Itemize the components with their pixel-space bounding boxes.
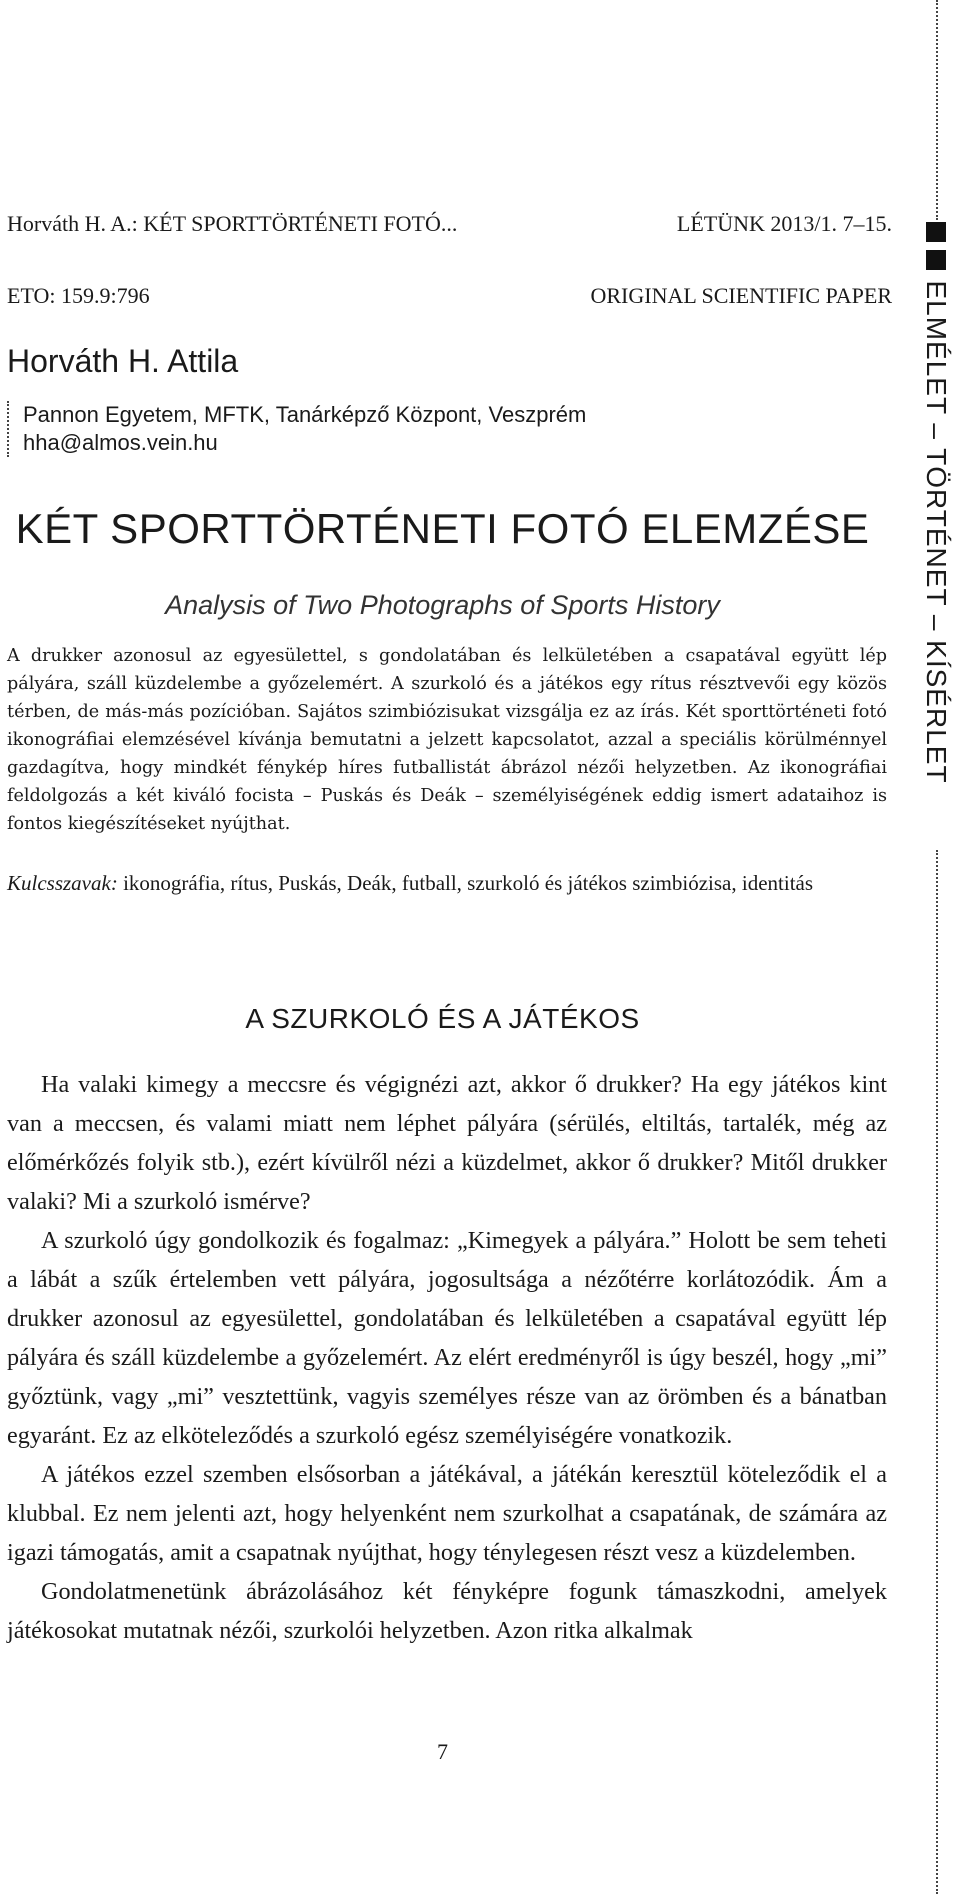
section-title: A SZURKOLÓ ÉS A JÁTÉKOS	[245, 1003, 640, 1034]
udc-code: ETO: 159.9:796	[7, 283, 150, 308]
side-banner-label: ELMÉLET – TÖRTÉNET – KÍSÉRLET	[921, 280, 952, 784]
classification-line	[7, 283, 892, 309]
side-square-marker	[926, 250, 946, 270]
page-number: 7	[437, 1739, 448, 1764]
article-subtitle: Analysis of Two Photographs of Sports History	[165, 590, 720, 620]
citation-right: LÉTÜNK 2013/1. 7–15.	[676, 211, 892, 236]
article-title: KÉT SPORTTÖRTÉNETI FOTÓ ELEMZÉSE	[15, 505, 870, 552]
paragraph: Ha valaki kimegy a meccsre és végignézi azt, akkor ő drukker? Ha egy játékos kint van a meccsen, és valami miatt nem léphet pályára (sérülés, eltiltás, tartalék, még az előmérkőzés folyik stb.), ezért kívülről nézi a küzdelmet, akkor ő drukker? Mitől drukker valaki? Mi a szurkoló ismérve?	[7, 1071, 887, 1215]
paragraph: A játékos ezzel szemben elsősorban a játékával, a játékán keresztül köteleződik el a klubbal. Ez nem jelenti azt, hogy helyenként nem szurkolhat a csapatának, de számára az igazi támogatás, amit a csapatnak nyújthat, hogy ténylegesen részt vesz a küzdelemben.	[7, 1461, 887, 1566]
citation-left: Horváth H. A.: KÉT SPORTTÖRTÉNETI FOTÓ...	[7, 211, 458, 236]
paper-type: ORIGINAL SCIENTIFIC PAPER	[590, 283, 892, 308]
paragraph: Gondolatmenetünk ábrázolásához két fényképre fogunk támaszkodni, amelyek játékosokat mutatnak nézői, szurkolói helyzetben. Azon ritka alkalmak	[7, 1578, 887, 1644]
body-text	[7, 1065, 887, 1650]
side-square-marker	[926, 222, 946, 242]
abstract: A drukker azonosul az egyesülettel, s gondolatában és lelkületében a csapatával együtt lép pályára, száll küzdelembe a győzelemért. A szurkoló és a játékos egy rítus résztvevői egy közös térben, de más-más pozícióban. Sajátos szimbiózisukat vizsgálja ez az írás. Két sporttörténeti fotó ikonográfiai elemzésével kívánja bemutatni a jelzett kapcsolatot, azzal a speciális körülménnyel gazdagítva, hogy mindkét fénykép híres futballistát ábrázol nézői helyzetben. Az ikonográfiai feldolgozás a két kiváló focista – Puskás és Deák – személyiségének eddig ismert adataihoz is fontos kiegészítéseket nyújthat.	[7, 646, 887, 834]
paragraph: A szurkoló úgy gondolkozik és fogalmaz: „Kimegyek a pályára.” Holott be sem teheti a lábát a szűk értelemben vett pályára, jogosultsága a nézőtérre korlátozódik. Ám a drukker azonosul az egyesülettel, gondolatában és lelkületében a csapatával együtt lép pályára és száll küzdelembe a győzelemért. Az elért eredményről is úgy beszél, hogy „mi” győztünk, vagy „mi” vesztettünk, vagyis személyes része van az örömben és a bánatban egyaránt. Ez az elköteleződés a szurkoló egész személyiségére vonatkozik.	[7, 1227, 887, 1449]
author-name: Horváth H. Attila	[7, 343, 239, 379]
keywords	[7, 869, 887, 898]
author-affiliation-block	[7, 401, 586, 457]
running-header	[7, 211, 892, 237]
keywords-label: Kulcsszavak:	[7, 871, 118, 895]
affiliation: Pannon Egyetem, MFTK, Tanárképző Központ, Veszprém	[23, 402, 587, 427]
side-dotted-rule-top	[936, 0, 938, 220]
keywords-list: ikonográfia, rítus, Puskás, Deák, futball, szurkoló és játékos szimbiózisa, identitás	[123, 871, 814, 895]
side-dotted-rule-bottom	[936, 850, 938, 1894]
email: hha@almos.vein.hu	[23, 430, 218, 455]
